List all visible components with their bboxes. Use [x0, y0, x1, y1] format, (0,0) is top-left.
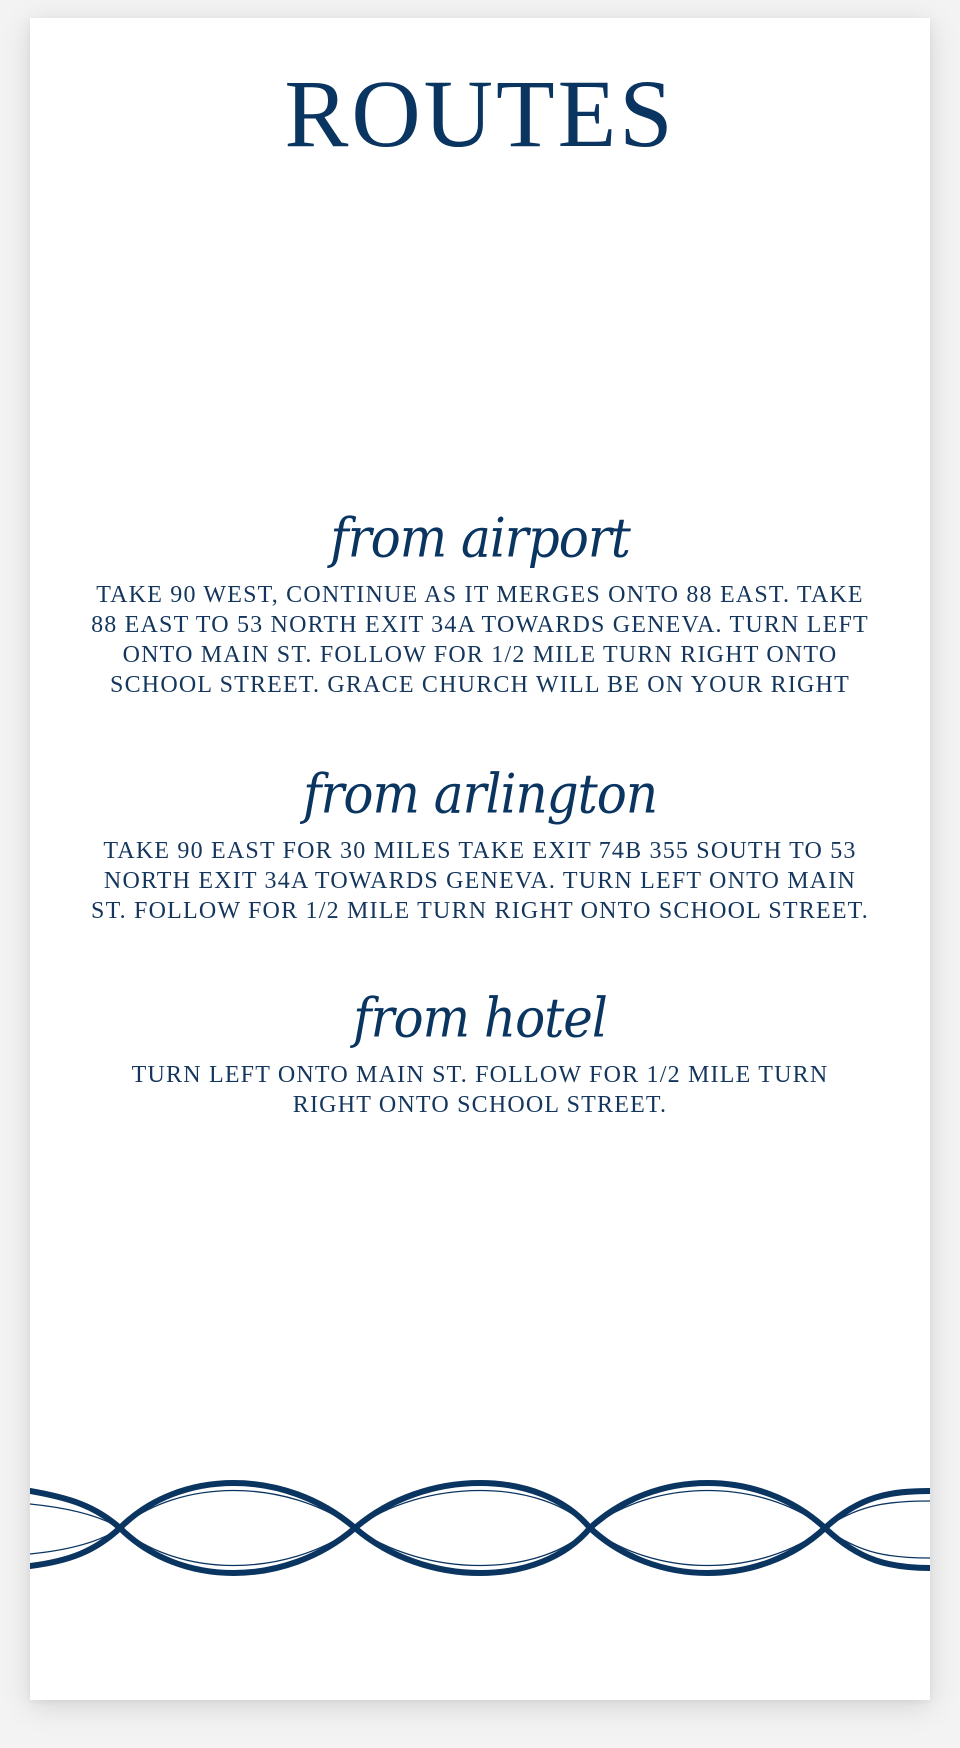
route-directions: TAKE 90 EAST FOR 30 MILES TAKE EXIT 74B 355 SOUTH TO 53 NORTH EXIT 34A TOWARDS GENEVA. TURN LEFT ONTO MAIN ST. FOLLOW FOR 1/2 MILE TURN RIGHT ONTO SCHOOL STREET. — [91, 838, 869, 924]
ribbon-band-thick — [120, 1528, 355, 1573]
page-title: ROUTES — [284, 60, 676, 167]
route-heading: from airport — [330, 506, 630, 570]
routes-card — [30, 18, 930, 1700]
ribbon-band-thick — [825, 1528, 930, 1568]
route-heading: from hotel — [353, 986, 607, 1050]
ribbon-band-thick — [30, 1491, 120, 1528]
route-directions: TAKE 90 WEST, CONTINUE AS IT MERGES ONTO 88 EAST. TAKE 88 EAST TO 53 NORTH EXIT 34A TOWARDS GENEVA. TURN LEFT ONTO MAIN ST. FOLLOW FOR 1/2 MILE TURN RIGHT ONTO SCHOOL STREET. GRACE CHURCH WILL BE ON YOUR RIGHT — [91, 582, 869, 698]
ribbon-band-thick — [590, 1483, 825, 1528]
ribbon-band-thick — [590, 1528, 825, 1573]
ribbon-band-thick — [825, 1491, 930, 1528]
ribbon-wave-icon — [30, 1456, 930, 1636]
route-directions: TURN LEFT ONTO MAIN ST. FOLLOW FOR 1/2 MILE TURN RIGHT ONTO SCHOOL STREET. — [131, 1062, 829, 1118]
route-section-hotel — [30, 988, 930, 1120]
ribbon-band-thick — [355, 1483, 590, 1528]
ribbon-band-thick — [355, 1528, 590, 1573]
route-heading: from arlington — [302, 762, 658, 826]
route-section-arlington — [30, 764, 930, 926]
route-section-airport — [30, 508, 930, 700]
ribbon-band-thick — [120, 1483, 355, 1528]
